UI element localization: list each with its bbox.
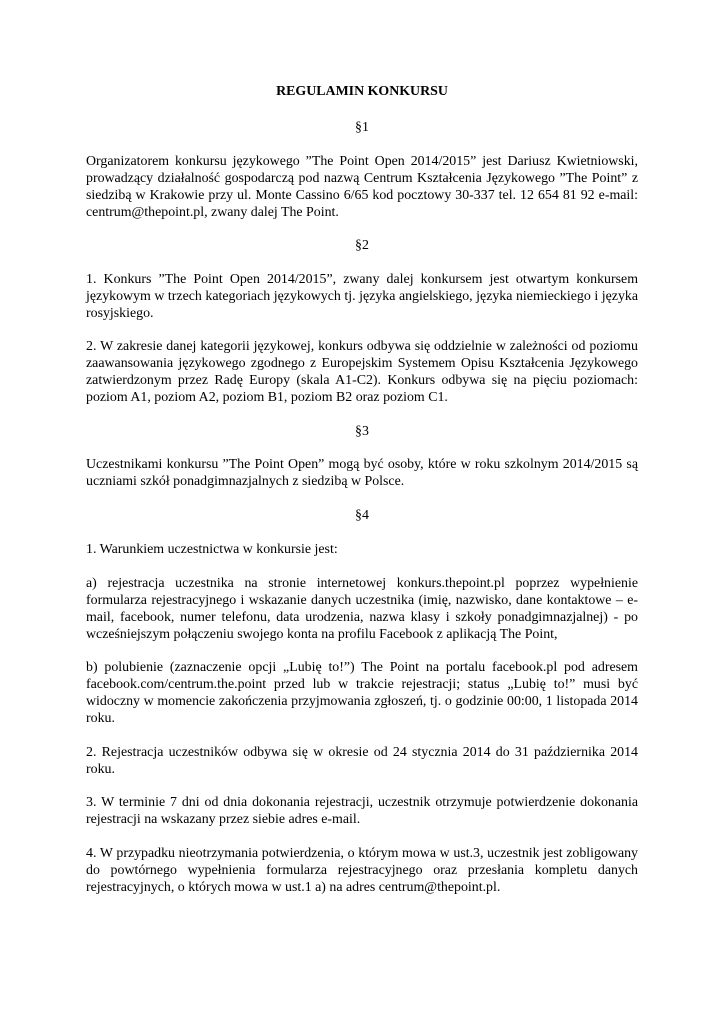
section-3-paragraph: Uczestnikami konkursu ”The Point Open” mogą być osoby, które w roku szkolnym 2014/2015 są uczniami szkół ponadgimnazjalnych z siedzibą w Polsce. <box>86 457 638 489</box>
section-2-paragraph-2: 2. W zakresie danej kategorii językowej, konkurs odbywa się oddzielnie w zależności od poziomu zaawansowania językowego zgodnego z Europejskim Systemem Opisu Kształcenia Językowego zatwierdzonym przez Radę Europy (skala A1-C2). Konkurs odbywa się na pięciu poziomach: poziom A1, poziom A2, poziom B1, poziom B2 oraz poziom C1. <box>86 339 638 405</box>
section-2-heading: §2 <box>355 238 369 253</box>
section-1-paragraph: Organizatorem konkursu językowego ”The Point Open 2014/2015” jest Dariusz Kwietniowski, prowadzący działalność gospodarczą pod nazwą Centrum Kształcenia Językowego ”The Point” z siedzibą w Krakowie przy ul. Monte Cassino 6/65 kod pocztowy 30-337 tel. 12 654 81 92 e-mail: centrum@thepoint.pl, zwany dalej The Point. <box>86 154 638 220</box>
section-1-heading: §1 <box>355 120 369 135</box>
section-4-paragraph-1: 1. Warunkiem uczestnictwa w konkursie jest: <box>86 542 338 557</box>
section-4-paragraph-4: 4. W przypadku nieotrzymania potwierdzenia, o którym mowa w ust.3, uczestnik jest zobligowany do powtórnego wypełnienia formularza rejestracyjnego oraz przesłania kompletu danych rejestracyjnych, o których mowa w ust.1 a) na adres centrum@thepoint.pl. <box>86 846 638 895</box>
document-title: REGULAMIN KONKURSU <box>276 84 448 99</box>
section-4-paragraph-3: 3. W terminie 7 dni od dnia dokonania rejestracji, uczestnik otrzymuje potwierdzenie dokonania rejestracji na wskazany przez siebie adres e-mail. <box>86 795 638 827</box>
section-4-item-b: b) polubienie (zaznaczenie opcji „Lubię to!”) The Point na portalu facebook.pl pod adresem facebook.com/centrum.the.point przed lub w trakcie rejestracji; status „Lubię to!” musi być widoczny w momencie zakończenia przyjmowania zgłoszeń, tj. o godzinie 00:00, 1 listopada 2014 roku. <box>86 660 638 726</box>
section-4-paragraph-2: 2. Rejestracja uczestników odbywa się w okresie od 24 stycznia 2014 do 31 października 2014 roku. <box>86 745 638 777</box>
section-4-heading: §4 <box>355 508 369 523</box>
section-4-item-a: a) rejestracja uczestnika na stronie internetowej konkurs.thepoint.pl poprzez wypełnienie formularza rejestracyjnego i wskazanie danych uczestnika (imię, nazwisko, dane kontaktowe – e-mail, facebook, numer telefonu, data urodzenia, nazwa klasy i szkoły ponadgimnazjalnej) - po wcześniejszym połączeniu swojego konta na profilu Facebook z aplikacją The Point, <box>86 576 638 642</box>
section-2-paragraph-1: 1. Konkurs ”The Point Open 2014/2015”, zwany dalej konkursem jest otwartym konkursem językowym w trzech kategoriach językowych tj. języka angielskiego, języka niemieckiego i języka rosyjskiego. <box>86 272 638 321</box>
section-3-heading: §3 <box>355 424 369 439</box>
